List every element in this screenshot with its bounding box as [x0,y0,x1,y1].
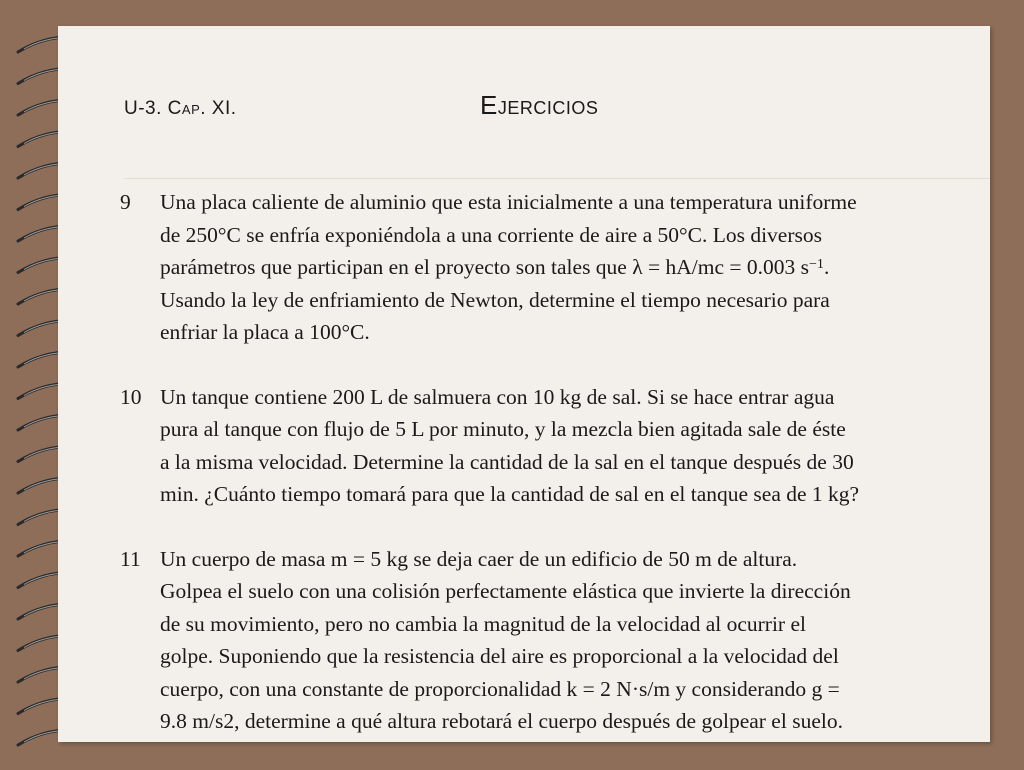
notebook-page [58,26,990,742]
exercise-line: enfriar la placa a 100°C. [160,320,370,344]
exercise-line: Golpea el suelo con una colisión perfectamente elástica que invierte la dirección [160,579,851,603]
exercise-line: pura al tanque con flujo de 5 L por minuto, y la mezcla bien agitada sale de éste [160,417,846,441]
exercise-text [160,381,996,511]
header-divider [124,178,990,179]
exercise-text [160,186,996,349]
exercise-list [120,186,996,770]
exercise-line: de 250°C se enfría exponiéndola a una corriente de aire a 50°C. Los diversos [160,222,822,247]
exercise-line: Usando la ley de enfriamiento de Newton, determine el tiempo necesario para [160,287,830,312]
exercise-line: 9.8 m/s2, determine a qué altura rebotará el cuerpo después de golpear el suelo. [160,709,843,733]
exponent: −1 [809,257,824,272]
exercise-number: 9 [120,190,131,214]
exercise-line: Una placa caliente de aluminio que esta inicialmente a una temperatura uniforme [160,190,857,214]
exponent-suffix: . [823,255,830,279]
exercise-text [160,543,996,738]
exercise-line: cuerpo, con una constante de proporcionalidad k = 2 N·s/m y considerando g = [160,676,840,701]
exercise-line: Un cuerpo de masa m = 5 kg se deja caer de un edificio de 50 m de altura. [160,546,798,571]
exercise-line: a la misma velocidad. Determine la cantidad de la sal en el tanque después de 30 [160,449,854,474]
exercise-line [160,251,996,284]
exercise-9 [120,186,996,349]
exercise-number: 10 [120,384,142,409]
page-header [58,26,990,186]
exercise-number: 11 [120,546,141,571]
exercise-line: Un tanque contiene 200 L de salmuera con 10 kg de sal. Si se hace entrar agua [160,384,835,409]
exercise-line-main: parámetros que participan en el proyecto son tales que λ = hA/mc = 0.003 s [160,255,810,279]
section-title: Ejercicios [480,90,599,120]
course-code: U-3. Cap. XI. [124,98,237,119]
exercise-line: de su movimiento, pero no cambia la magnitud de la velocidad al ocurrir el [160,611,806,636]
exercise-10 [120,381,996,511]
exercise-line: golpe. Suponiendo que la resistencia del aire es proporcional a la velocidad del [160,644,839,668]
exercise-11 [120,543,996,738]
exercise-line: min. ¿Cuánto tiempo tomará para que la cantidad de sal en el tanque sea de 1 kg? [160,482,860,506]
